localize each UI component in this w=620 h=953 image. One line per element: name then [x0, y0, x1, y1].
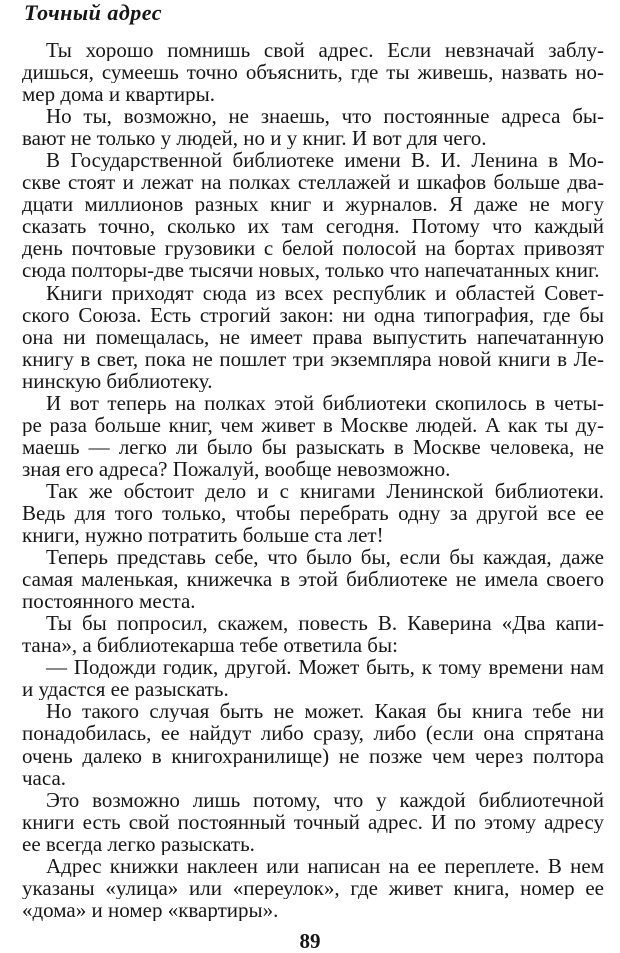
text-line: мер дома и квартиры. [22, 83, 216, 106]
text-line: сказать точно, сколько их там сегодня. Потому что каждый [22, 215, 604, 238]
text-line: Но ты, возможно, не знаешь, что постоянные адреса бы- [46, 105, 604, 128]
text-line: постоянного места. [22, 590, 196, 613]
text-line: И вот теперь на полках этой библиотеки скопилось в четы- [46, 391, 604, 414]
text-line: нинскую библиотеку. [22, 369, 213, 392]
text-line: — Подожди годик, другой. Может быть, к тому времени нам [46, 656, 604, 679]
text-line: Ты бы попросил, скажем, повесть В. Каверина «Два капи- [46, 612, 604, 635]
text-line: Но такого случая быть не может. Какая бы книга тебе ни [46, 700, 604, 723]
text-line: понадобилась, ее найдут либо сразу, либо (если она спрятана [22, 722, 604, 745]
text-line: вают не только у людей, но и у книг. И вот для чего. [22, 127, 487, 150]
text-line: Так же обстоит дело и с книгами Ленинской библиотеки. [46, 479, 604, 502]
text-line: часа. [22, 766, 67, 789]
text-line: В Государственной библиотеке имени В. И. Ленина в Мо- [46, 149, 604, 172]
text-line: книгу в свет, пока не пошлет три экземпляра новой книги в Ле- [22, 347, 604, 370]
text-line: книги есть свой постоянный точный адрес. И по этому адресу [22, 810, 604, 833]
text-line: она ни помещалась, не имеет права выпустить напечатанную [22, 325, 604, 348]
text-line: Книги приходят сюда из всех республик и областей Совет- [46, 281, 604, 304]
text-line: маешь — легко ли было бы разыскать в Москве человека, не [22, 435, 604, 458]
page-number: 89 [299, 929, 321, 953]
text-line: «дома» и номер «квартиры». [22, 898, 279, 921]
text-line: Теперь представь себе, что было бы, если бы каждая, даже [46, 546, 604, 569]
text-line: очень далеко в книгохранилище) не позже чем через полтора [22, 744, 604, 767]
text-line: Это возможно лишь потому, что у каждой библиотечной [46, 788, 604, 811]
section-heading: Точный адрес [24, 0, 162, 25]
text-line: ее всегда легко разыскать. [22, 832, 255, 855]
body-text [22, 39, 604, 921]
text-line: скве стоят и лежат на полках стеллажей и шкафов больше два- [22, 171, 604, 194]
text-line: дишься, сумеешь точно объяснить, где ты живешь, назвать но- [22, 61, 604, 84]
text-line: самая маленькая, книжечка в этой библиотеке не имела своего [22, 568, 604, 591]
text-line: ре раза больше книг, чем живет в Москве людей. А как ты ду- [22, 413, 604, 436]
text-line: Ведь для того только, чтобы перебрать одну за другой все ее [22, 501, 604, 525]
text-line: зная его адреса? Пожалуй, вообще невозможно. [22, 457, 451, 480]
text-line: книги, нужно потратить больше ста лет! [22, 524, 384, 547]
text-line: сюда полторы-две тысячи новых, только что напечатанных книг. [22, 259, 600, 282]
text-line: дцати миллионов разных книг и журналов. Я даже не могу [22, 193, 604, 216]
text-line: день почтовые грузовики с белой полосой на бортах привозят [22, 237, 604, 260]
text-line: Адрес книжки наклеен или написан на ее переплете. В нем [46, 854, 604, 877]
text-line: указаны «улица» или «переулок», где живет книга, номер ее [22, 876, 604, 899]
text-line: ского Союза. Есть строгий закон: ни одна типография, где бы [22, 303, 604, 326]
text-line: и удастся ее разыскать. [22, 678, 229, 701]
text-line: тана», а библиотекарша тебе ответила бы: [22, 634, 398, 657]
text-line: Ты хорошо помнишь свой адрес. Если невзначай заблу- [46, 39, 604, 62]
